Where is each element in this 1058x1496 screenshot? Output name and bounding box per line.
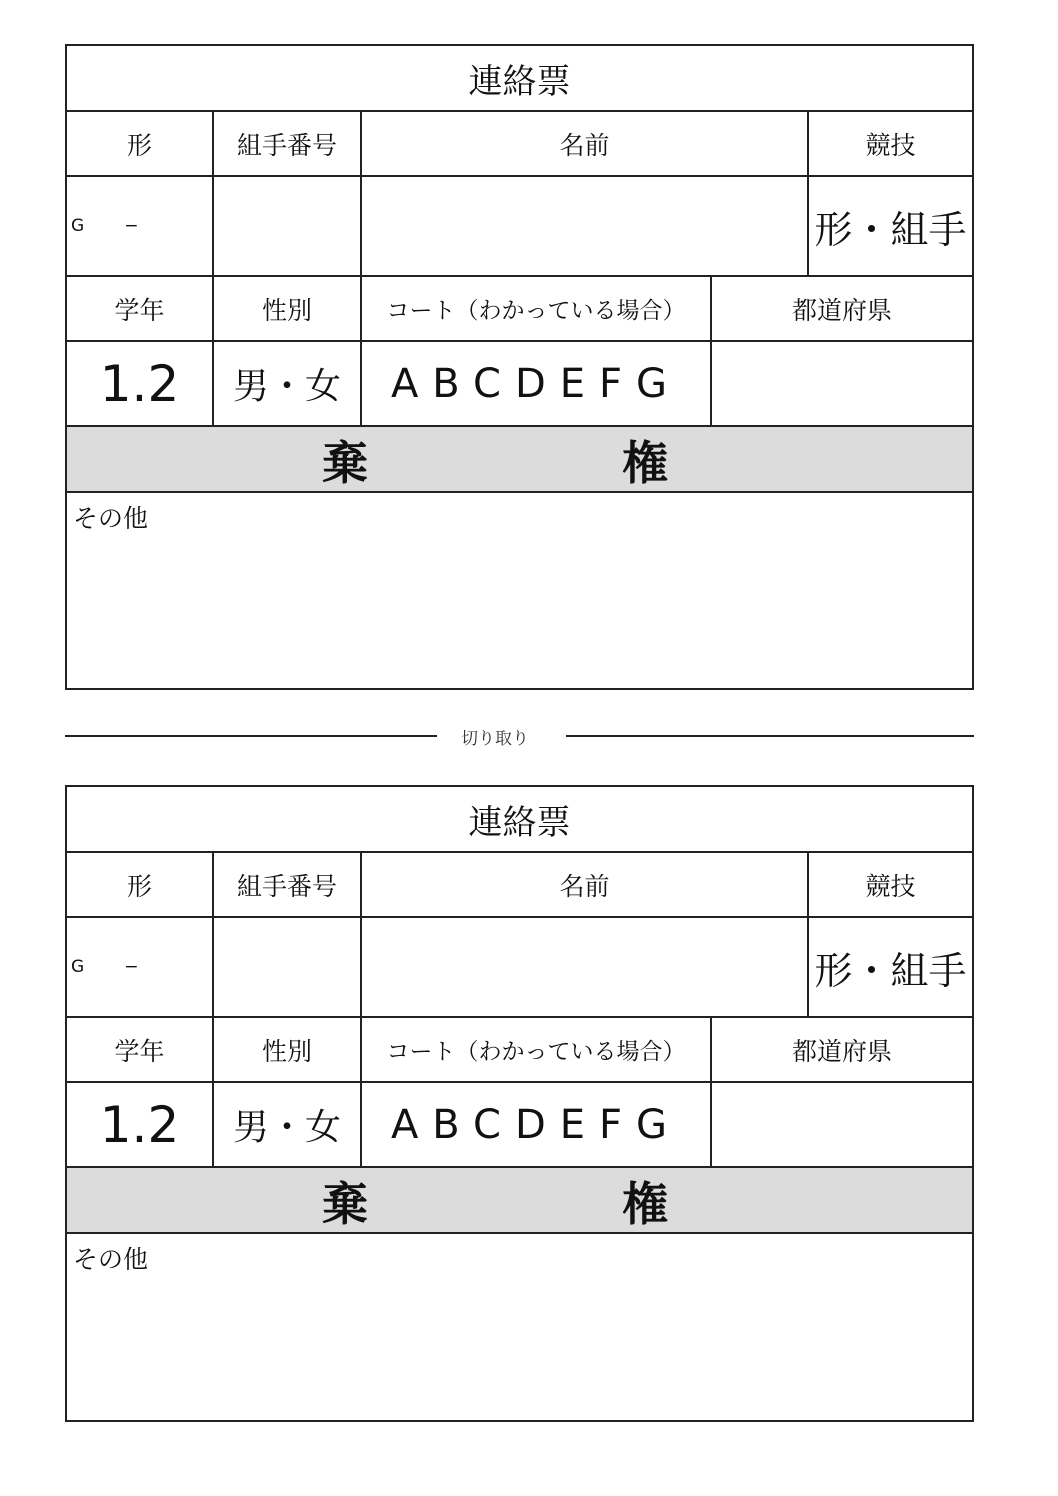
group-dash: − xyxy=(124,957,139,977)
cut-line-left xyxy=(65,735,437,737)
grade-header-row xyxy=(67,277,972,342)
header-kumite-number: 組手番号 xyxy=(214,112,362,175)
cut-line-right xyxy=(566,735,974,737)
kata-group-field[interactable] xyxy=(67,918,214,1016)
sex-value: 男・女 xyxy=(214,1083,362,1166)
court-options: ABCDEFG xyxy=(362,342,712,425)
notes-field[interactable] xyxy=(67,1234,972,1282)
contact-form-bottom xyxy=(65,785,974,1422)
sex-value: 男・女 xyxy=(214,342,362,425)
forfeit-row xyxy=(67,427,972,493)
event-value: 形・組手 xyxy=(814,207,967,252)
grade-header-row xyxy=(67,1018,972,1083)
prefecture-field[interactable] xyxy=(712,1083,972,1166)
header-row xyxy=(67,112,972,177)
kumite-number-field[interactable] xyxy=(214,918,362,1016)
header-kumite-number: 組手番号 xyxy=(214,853,362,916)
form-title: 連絡票 xyxy=(468,802,571,843)
header-kata: 形 xyxy=(67,853,214,916)
header-row xyxy=(67,853,972,918)
header-court: コート（わかっている場合） xyxy=(362,277,712,340)
notes-label: その他 xyxy=(73,504,149,533)
header-sex: 性別 xyxy=(214,1018,362,1081)
header-grade: 学年 xyxy=(67,1018,214,1081)
event-value: 形・組手 xyxy=(814,948,967,993)
grade-value-row xyxy=(67,1083,972,1168)
form-title-row xyxy=(67,46,972,112)
header-sex: 性別 xyxy=(214,277,362,340)
cut-label: 切り取り xyxy=(461,729,529,749)
header-prefecture: 都道府県 xyxy=(791,1036,892,1066)
entry-row xyxy=(67,918,972,1018)
forfeit-char-1: 棄 xyxy=(322,436,368,490)
court-options: ABCDEFG xyxy=(362,1083,712,1166)
header-name: 名前 xyxy=(362,853,809,916)
cut-line xyxy=(65,722,974,750)
notes-field[interactable] xyxy=(67,493,972,541)
grade-value: 1.2 xyxy=(67,1083,214,1166)
form-title-row xyxy=(67,787,972,853)
form-title: 連絡票 xyxy=(468,61,571,102)
header-grade: 学年 xyxy=(67,277,214,340)
grade-value: 1.2 xyxy=(67,342,214,425)
kumite-number-field[interactable] xyxy=(214,177,362,275)
contact-form-top xyxy=(65,44,974,690)
prefecture-field[interactable] xyxy=(712,342,972,425)
header-kata: 形 xyxy=(67,112,214,175)
header-event: 競技 xyxy=(865,871,916,901)
header-court: コート（わかっている場合） xyxy=(362,1018,712,1081)
name-field[interactable] xyxy=(362,918,809,1016)
header-prefecture: 都道府県 xyxy=(791,295,892,325)
name-field[interactable] xyxy=(362,177,809,275)
forfeit-char-2: 権 xyxy=(622,436,668,490)
header-event: 競技 xyxy=(865,130,916,160)
notes-label: その他 xyxy=(73,1245,149,1274)
group-label: G xyxy=(71,957,85,977)
forfeit-row xyxy=(67,1168,972,1234)
kata-group-field[interactable] xyxy=(67,177,214,275)
grade-value-row xyxy=(67,342,972,427)
forfeit-char-2: 権 xyxy=(622,1177,668,1231)
forfeit-char-1: 棄 xyxy=(322,1177,368,1231)
group-dash: − xyxy=(124,216,139,236)
group-label: G xyxy=(71,216,85,236)
header-name: 名前 xyxy=(362,112,809,175)
entry-row xyxy=(67,177,972,277)
